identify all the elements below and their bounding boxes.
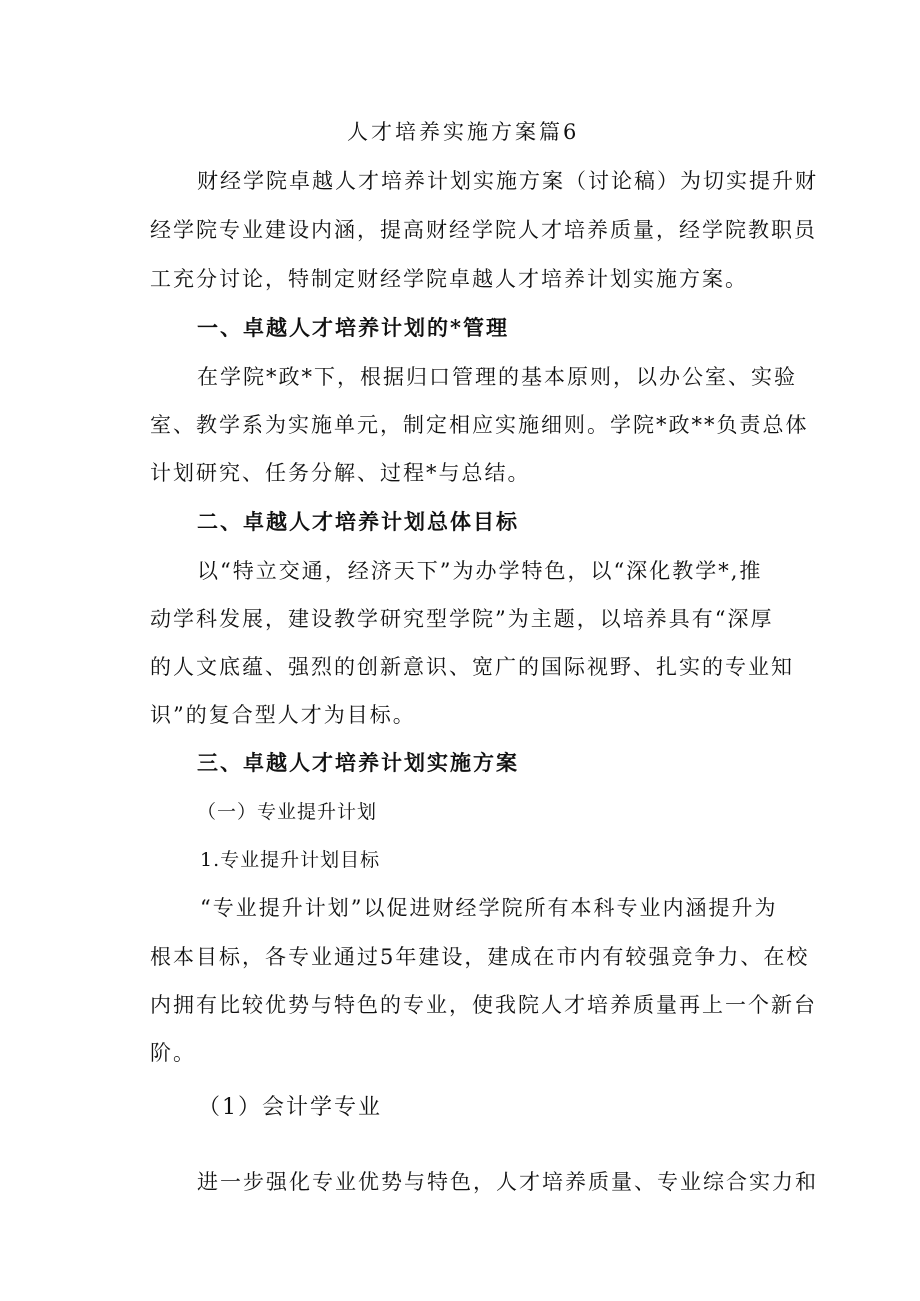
section2-line-4: 识”的复合型人才为目标。 bbox=[150, 703, 416, 727]
section1-line-1: 在学院*政*下，根据归口管理的基本原则，以办公室、实验 bbox=[197, 365, 797, 389]
section3-item-heading: 1.专业提升计划目标 bbox=[200, 849, 381, 871]
accounting-subheading: （1）会计学专业 bbox=[198, 1095, 382, 1120]
section1-heading: 一、卓越人才培养计划的*管理 bbox=[197, 315, 509, 340]
section2-heading: 二、卓越人才培养计划总体目标 bbox=[197, 509, 519, 534]
document-title: 人才培养实施方案篇6 bbox=[347, 120, 580, 144]
section3-line-2: 根本目标，各专业通过5年建设，建成在市内有较强竞争力、在校 bbox=[150, 945, 810, 969]
section3-subheading: （一）专业提升计划 bbox=[197, 801, 378, 823]
section3-line-1: “专业提升计划”以促进财经学院所有本科专业内涵提升为 bbox=[200, 896, 778, 920]
section3-heading: 三、卓越人才培养计划实施方案 bbox=[197, 750, 519, 775]
section3-line-3: 内拥有比较优势与特色的专业，使我院人才培养质量再上一个新台 bbox=[150, 993, 817, 1017]
section3-line-4: 阶。 bbox=[150, 1041, 196, 1065]
section2-line-1: 以“特立交通，经济天下”为办学特色，以“深化教学*,推 bbox=[197, 559, 763, 583]
intro-line-1: 财经学院卓越人才培养计划实施方案（讨论稿）为切实提升财 bbox=[197, 169, 818, 193]
section2-line-3: 的人文底蕴、强烈的创新意识、宽广的国际视野、扎实的专业知 bbox=[150, 655, 794, 679]
section1-line-2: 室、教学系为实施单元，制定相应实施细则。学院*政**负责总体 bbox=[150, 413, 809, 437]
intro-line-2: 经学院专业建设内涵，提高财经学院人才培养质量，经学院教职员 bbox=[150, 218, 817, 242]
accounting-line-1: 进一步强化专业优势与特色，人才培养质量、专业综合实力和 bbox=[197, 1170, 818, 1194]
intro-line-3: 工充分讨论，特制定财经学院卓越人才培养计划实施方案。 bbox=[150, 267, 748, 291]
section2-line-2: 动学科发展，建设教学研究型学院”为主题，以培养具有“深厚 bbox=[150, 607, 774, 631]
section1-line-3: 计划研究、任务分解、过程*与总结。 bbox=[150, 461, 531, 485]
